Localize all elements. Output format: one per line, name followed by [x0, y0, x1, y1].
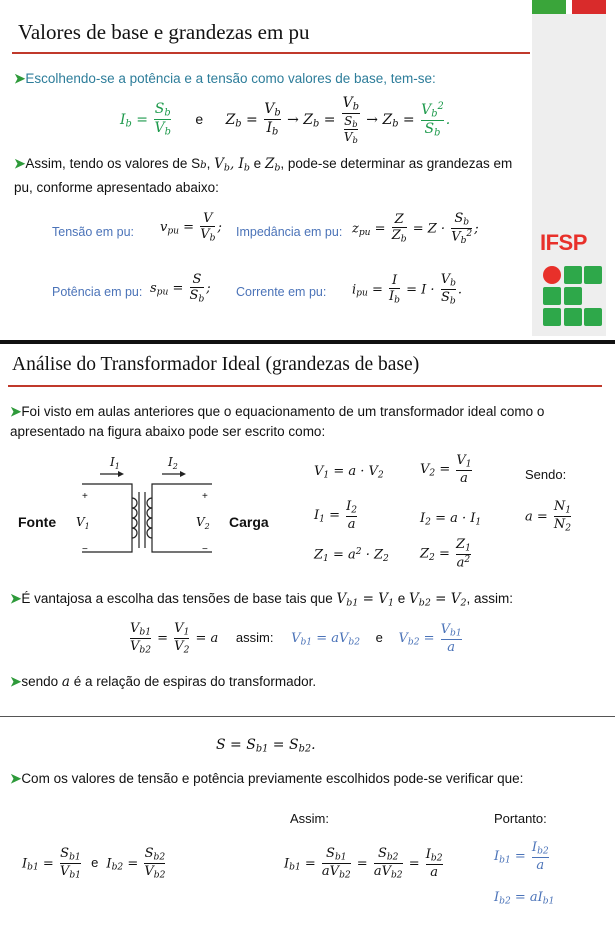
eq-i1: $I_1$ = $\frac{I_2}{a}$ — [314, 499, 358, 532]
label-assim: Assim: — [290, 811, 329, 826]
bullet-line: ➤Com os valores de tensão e potência previamente escolhidos pode-se verificar que: — [10, 771, 524, 786]
label-corrente-pu: Corrente em pu: — [236, 285, 327, 299]
label-potencia-pu: Potência em pu: — [52, 285, 143, 299]
arrow-bullet-icon: ➤ — [10, 591, 22, 606]
slide-1 — [0, 0, 615, 340]
svg-text:I1: $I_1$ — [110, 455, 120, 471]
title-underline — [8, 385, 602, 387]
top-red-bar — [572, 0, 606, 14]
svg-text:−: − — [202, 544, 208, 555]
eq-ib1-chain: $I_{b1}$ = $\frac{S_{b1}}{aV_{b2}}$ = $\frac{S_{b2}}{aV_{b2}}$ = $\frac{I_{b2}}{a}$ — [284, 846, 443, 881]
eq-ib2-result: $I_{b2} = aI_{b1}$ — [494, 890, 555, 907]
slide-3 — [0, 717, 615, 927]
eq-a: a = $\frac{N_1}{N_2}$ — [525, 499, 572, 534]
formula-impedancia-pu: $z_{pu}$ = $\frac{Z}{Z_b}$ = Z · $\frac{S_b}{V_b^2}$ ; — [352, 211, 479, 246]
label-impedancia-pu: Impedância em pu: — [236, 225, 343, 239]
transformer-diagram — [62, 452, 222, 572]
svg-text:−: − — [82, 544, 88, 555]
bullet-line — [14, 71, 436, 87]
eq-i2: $I_2 = a \cdot I_1$ — [420, 511, 482, 528]
svg-text:V2: $V_2$ — [196, 515, 210, 531]
title-underline — [12, 52, 530, 54]
bullet-line-3: ➤sendo a é a relação de espiras do transformador. — [10, 674, 317, 690]
eq-z1: $Z_1 = a^2 \cdot Z_2$ — [314, 547, 389, 564]
eq-z2: $Z_2$ = $\frac{Z_1}{a^2}$ — [420, 537, 471, 571]
arrow-bullet-icon: ➤ — [10, 404, 22, 419]
bullet-line-2: ➤Assim, tendo os valores de Sb, $V_b$, $I_b$ e $Z_b$, pode-se determinar as grandezas em pu, conforme apresentado abaixo: — [14, 156, 513, 196]
equation-base-values: $I_b$ = $\frac{S_b}{V_b}$ e $Z_b$ = $\frac{V_b}{I_b}$ → $Z_b$ = $\frac{V_b}{\frac{S_b}{V_b}}$ → $Z_b$ = $\frac{V_b^2}{S_b}$ . — [120, 95, 451, 145]
label-tensao-pu: Tensão em pu: — [52, 225, 134, 239]
eq-e: e — [195, 111, 204, 128]
equation-power: $S = S_{b1} = S_{b2}$. — [216, 737, 316, 755]
svg-text:+: + — [202, 491, 208, 502]
bullet-line-2: ➤É vantajosa a escolha das tensões de base tais que $V_{b1} = V_1$ e $V_{b2} = V_2$, assim: — [10, 591, 514, 609]
svg-text:V1: $V_1$ — [76, 515, 90, 531]
eq-ib1-result: $I_{b1}$ = $\frac{I_{b2}}{a}$ — [494, 840, 549, 873]
svg-text:I2: $I_2$ — [168, 455, 178, 471]
equation-ratio: $\frac{V_{b1}}{V_{b2}}$ = $\frac{V_1}{V_2}$ = a assim: $V_{b1} = aV_{b2}$ e $V_{b2}$ = $\frac{V_{b1}}{a}$ — [130, 621, 462, 656]
arrow-bullet-icon: ➤ — [10, 771, 22, 786]
formula-potencia-pu: $s_{pu}$ = $\frac{S}{S_b}$ ; — [150, 272, 211, 304]
bullet-text: Escolhendo-se a potência e a tensão como valores de base, tem-se: — [25, 71, 436, 86]
label-carga: Carga — [229, 514, 269, 530]
arrow-bullet-icon: ➤ — [10, 674, 22, 689]
slide-title: Valores de base e grandezas em pu — [18, 20, 310, 44]
formula-corrente-pu: $i_{pu}$ = $\frac{I}{I_b}$ = I · $\frac{V_b}{S_b}$ . — [352, 272, 463, 307]
label-portanto: Portanto: — [494, 811, 547, 826]
eq-base-currents: $I_{b1}$ = $\frac{S_{b1}}{V_{b1}}$ e $I_{b2}$ = $\frac{S_{b2}}{V_{b2}}$ — [22, 846, 166, 881]
eq-v2: $V_2$ = $\frac{V_1}{a}$ — [420, 453, 472, 486]
label-fonte: Fonte — [18, 514, 57, 530]
svg-text:+: + — [82, 491, 88, 502]
slide-title: Análise do Transformador Ideal (grandezas de base) — [12, 354, 420, 375]
arrow-bullet-icon: ➤ — [14, 71, 26, 86]
formula-tensao-pu: $v_{pu}$ = $\frac{V}{V_b}$ ; — [160, 211, 222, 243]
ifsp-logo-text: IFSP — [540, 230, 587, 255]
arrow-bullet-icon: ➤ — [14, 156, 26, 171]
bullet-paragraph: ➤Foi visto em aulas anteriores que o equacionamento de um transformador ideal como o apresentado na figura abaixo pode ser escrito como: — [10, 404, 545, 439]
ifsp-logo — [540, 230, 610, 340]
label-sendo: Sendo: — [525, 467, 567, 482]
eq-v1: $V_1 = a \cdot V_2$ — [314, 464, 384, 481]
top-green-bar — [532, 0, 566, 14]
slide-2 — [0, 344, 615, 714]
